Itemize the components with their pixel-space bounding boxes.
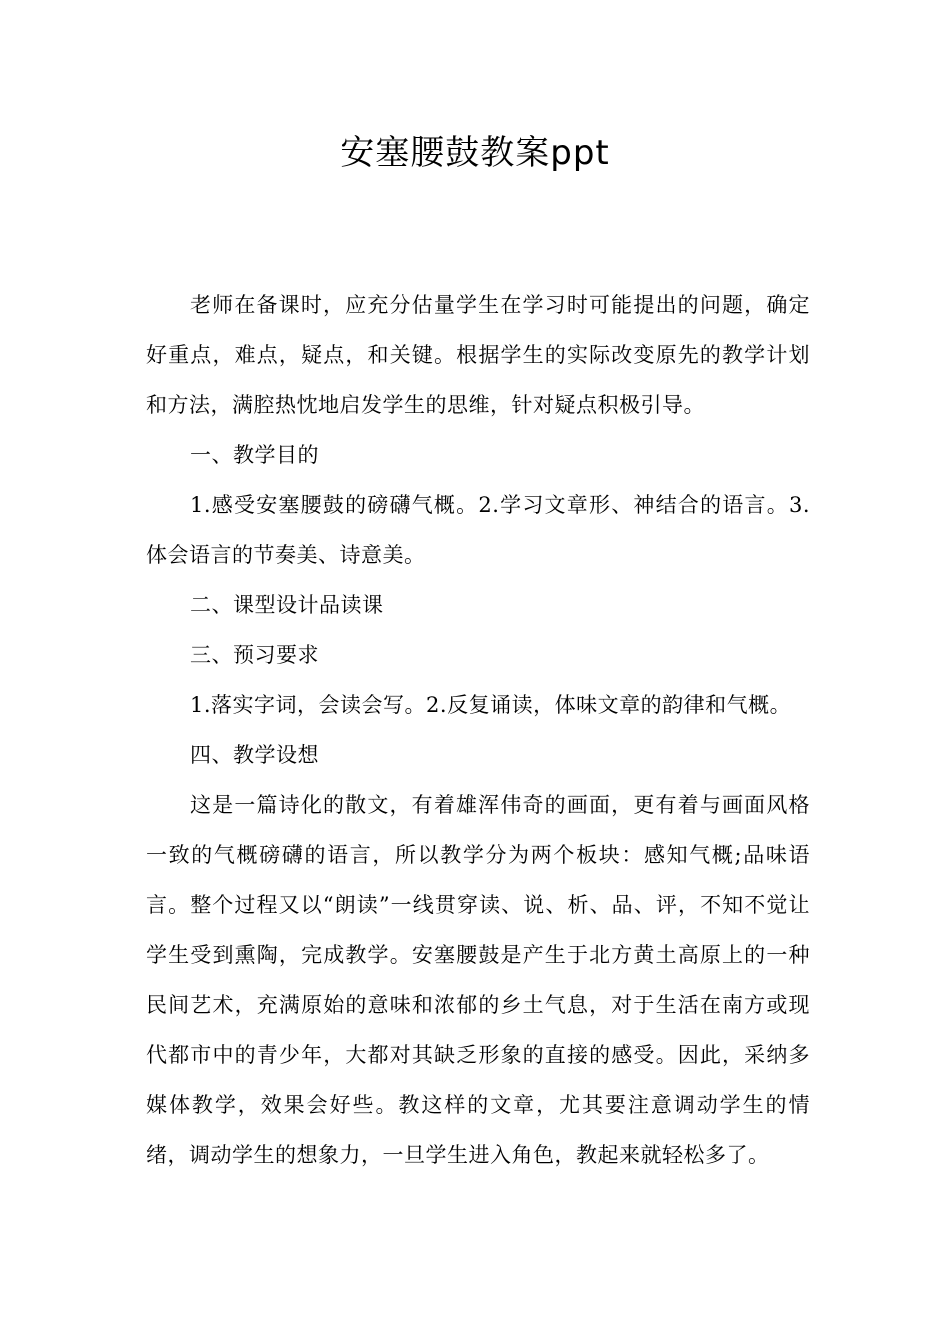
intro-paragraph: 老师在备课时，应充分估量学生在学习时可能提出的问题，确定好重点，难点，疑点，和关键。根据学生的实际改变原先的教学计划和方法，满腔热忱地启发学生的思维，针对疑点积极引导。: [146, 293, 810, 417]
section-heading-objectives: 一、教学目的: [190, 443, 319, 467]
section-heading-design: 四、教学设想: [190, 743, 319, 767]
document-body: [146, 280, 810, 1180]
preview-paragraph: 1.落实字词，会读会写。2.反复诵读，体味文章的韵律和气概。: [190, 693, 792, 717]
design-paragraph: 这是一篇诗化的散文，有着雄浑伟奇的画面，更有着与画面风格一致的气概磅礴的语言，所以教学分为两个板块：感知气概;品味语言。整个过程又以“朗读”一线贯穿读、说、析、品、评，不知不觉让学生受到熏陶，完成教学。安塞腰鼓是产生于北方黄土高原上的一种民间艺术，充满原始的意味和浓郁的乡土气息，对于生活在南方或现代都市中的青少年，大都对其缺乏形象的直接的感受。因此，采纳多媒体教学，效果会好些。教这样的文章，尤其要注意调动学生的情绪，调动学生的想象力，一旦学生进入角色，教起来就轻松多了。: [146, 793, 810, 1167]
section-heading-lesson-type: 二、课型设计品读课: [190, 593, 384, 617]
objectives-paragraph: 1.感受安塞腰鼓的磅礴气概。2.学习文章形、神结合的语言。3.体会语言的节奏美、诗意美。: [146, 493, 810, 567]
section-heading-preview: 三、预习要求: [190, 643, 319, 667]
document-title: 安塞腰鼓教案ppt: [340, 133, 610, 173]
